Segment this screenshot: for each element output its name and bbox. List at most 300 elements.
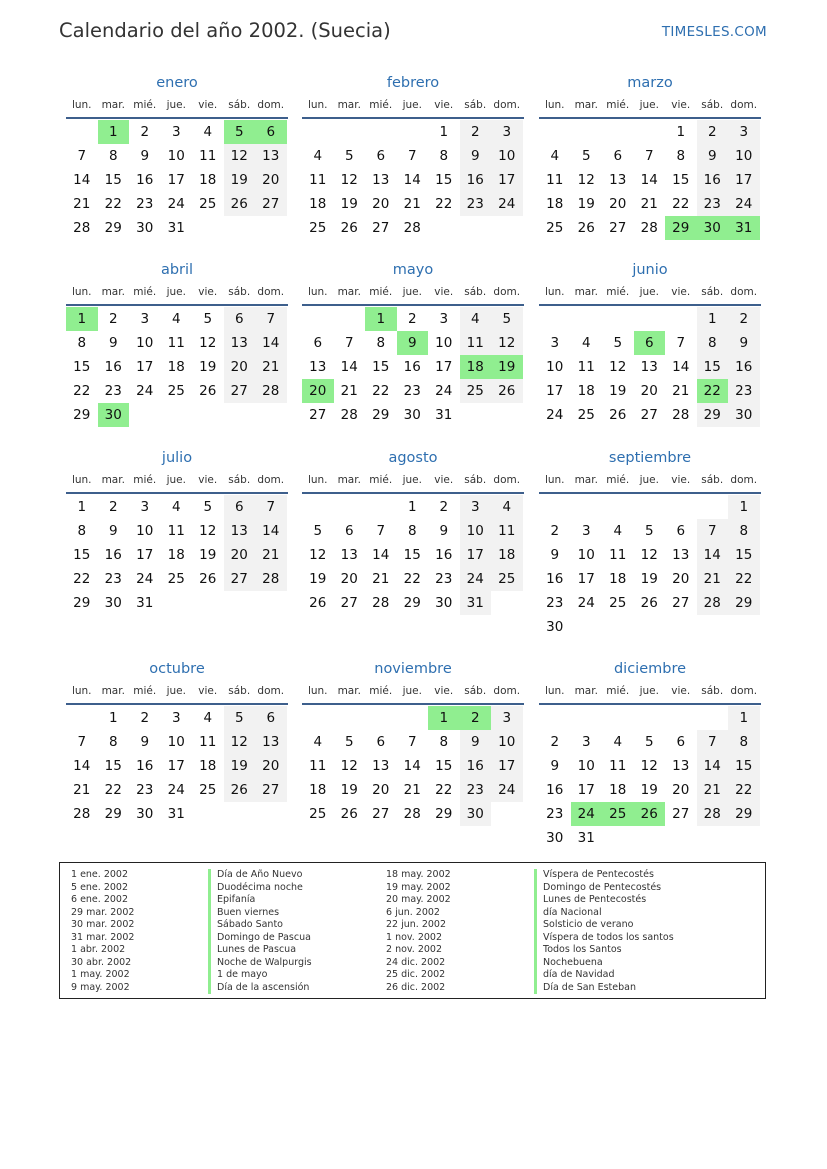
day-cell: 19 — [224, 168, 256, 192]
day-cell: 27 — [372, 806, 390, 822]
month-name: enero — [156, 75, 198, 91]
day-cell: 11 — [609, 758, 627, 774]
day-cell: 28 — [255, 567, 287, 591]
month-name: julio — [161, 450, 193, 466]
day-cell: 22 — [697, 379, 729, 403]
empty-cell — [365, 120, 397, 144]
day-cell: 9 — [460, 144, 492, 168]
holiday-name: Sábado Santo — [208, 919, 312, 932]
week-row — [66, 519, 288, 543]
day-cell: 29 — [73, 595, 91, 611]
day-cell: 7 — [77, 734, 87, 750]
weekday-label: jue. — [166, 99, 186, 111]
day-cell: 9 — [460, 730, 492, 754]
day-cell: 22 — [104, 782, 122, 798]
day-cell: 21 — [73, 782, 91, 798]
holiday-date: 1 may. 2002 — [71, 969, 130, 980]
weekday-label: mar. — [574, 685, 598, 697]
day-cell: 28 — [255, 379, 287, 403]
weekday-header — [302, 281, 524, 306]
day-cell: 26 — [224, 778, 256, 802]
day-cell: 22 — [435, 196, 453, 212]
day-cell: 4 — [203, 710, 213, 726]
day-cell: 17 — [491, 168, 523, 192]
empty-cell — [697, 826, 729, 850]
weekday-label: mar. — [574, 474, 598, 486]
day-cell: 19 — [199, 359, 217, 375]
week-row — [66, 706, 288, 730]
day-cell: 8 — [439, 148, 449, 164]
day-cell: 19 — [340, 196, 358, 212]
day-cell: 11 — [546, 172, 564, 188]
day-cell: 17 — [577, 571, 595, 587]
day-cell: 18 — [199, 758, 217, 774]
day-cell: 25 — [309, 806, 327, 822]
brand-link[interactable]: TIMESLES.COM — [661, 24, 767, 40]
day-cell: 3 — [550, 335, 560, 351]
weekday-header — [66, 469, 288, 494]
day-cell: 3 — [140, 311, 150, 327]
day-cell: 6 — [344, 523, 354, 539]
day-cell: 31 — [435, 407, 453, 423]
empty-cell — [602, 120, 634, 144]
day-cell: 6 — [224, 307, 256, 331]
day-cell: 7 — [77, 148, 87, 164]
empty-cell — [66, 706, 98, 730]
day-cell: 18 — [546, 196, 564, 212]
day-cell: 25 — [460, 379, 492, 403]
legend-names-left — [208, 869, 312, 994]
weekday-label: mar. — [337, 685, 361, 697]
empty-cell — [161, 591, 193, 615]
day-cell: 8 — [676, 148, 686, 164]
day-cell: 9 — [697, 144, 729, 168]
day-cell: 22 — [372, 383, 390, 399]
month-julio — [66, 447, 288, 615]
empty-cell — [539, 706, 571, 730]
day-cell: 16 — [136, 172, 154, 188]
day-cell: 30 — [546, 619, 564, 635]
day-cell: 10 — [460, 519, 492, 543]
week-row — [539, 615, 761, 639]
day-cell: 15 — [728, 543, 760, 567]
weekday-label: vie. — [434, 286, 454, 298]
day-cell: 15 — [73, 547, 91, 563]
day-cell: 15 — [73, 359, 91, 375]
week-row — [66, 120, 288, 144]
holiday-name: Solsticio de verano — [534, 919, 674, 932]
weekday-label: mié. — [133, 99, 157, 111]
day-cell: 5 — [644, 734, 654, 750]
empty-cell — [192, 802, 224, 826]
month-diciembre — [539, 658, 761, 850]
weekday-label: sáb. — [701, 685, 724, 697]
week-row — [539, 403, 761, 427]
week-row — [302, 144, 524, 168]
day-cell: 11 — [199, 734, 217, 750]
empty-cell — [697, 615, 729, 639]
day-cell: 25 — [167, 571, 185, 587]
holiday-name: Día de Año Nuevo — [208, 869, 312, 882]
month-name: abril — [160, 262, 194, 278]
day-cell: 2 — [439, 499, 449, 515]
day-cell: 4 — [313, 734, 323, 750]
day-cell: 22 — [403, 571, 421, 587]
empty-cell — [224, 591, 256, 615]
weekday-header — [66, 680, 288, 705]
empty-cell — [302, 120, 334, 144]
month-name: octubre — [149, 661, 205, 677]
day-cell: 13 — [372, 758, 390, 774]
weekday-label: lun. — [307, 474, 328, 486]
holiday-date: 30 abr. 2002 — [71, 956, 132, 968]
empty-cell — [539, 120, 571, 144]
holiday-date: 26 dic. 2002 — [386, 981, 446, 993]
empty-cell — [192, 403, 224, 427]
weekday-label: sáb. — [228, 474, 251, 486]
day-cell: 4 — [313, 148, 323, 164]
day-cell: 3 — [171, 124, 181, 140]
day-cell: 28 — [697, 802, 729, 826]
month-name: mayo — [392, 262, 434, 278]
day-cell: 28 — [403, 220, 421, 236]
holiday-name: Lunes de Pentecostés — [534, 894, 674, 907]
day-cell: 14 — [255, 331, 287, 355]
weekday-label: dom. — [493, 286, 521, 298]
day-cell: 15 — [672, 172, 690, 188]
weekday-label: lun. — [544, 99, 565, 111]
day-cell: 20 — [372, 196, 390, 212]
weekday-label: mié. — [606, 685, 630, 697]
day-cell: 27 — [640, 407, 658, 423]
week-row — [302, 754, 524, 778]
week-row — [539, 168, 761, 192]
weekday-label: vie. — [198, 286, 218, 298]
day-cell: 16 — [104, 547, 122, 563]
weekday-label: mar. — [101, 474, 125, 486]
day-cell: 3 — [439, 311, 449, 327]
empty-cell — [634, 120, 666, 144]
day-cell: 15 — [697, 355, 729, 379]
day-cell: 11 — [609, 547, 627, 563]
day-cell: 6 — [224, 495, 256, 519]
day-cell: 31 — [167, 806, 185, 822]
day-cell: 26 — [640, 595, 658, 611]
day-cell: 18 — [460, 355, 492, 379]
day-cell: 3 — [140, 499, 150, 515]
day-cell: 21 — [255, 543, 287, 567]
weekday-label: sáb. — [228, 99, 251, 111]
day-cell: 16 — [697, 168, 729, 192]
day-cell: 14 — [372, 547, 390, 563]
day-cell: 16 — [460, 168, 492, 192]
month-febrero — [302, 72, 524, 240]
empty-cell — [491, 591, 523, 615]
day-cell: 17 — [546, 383, 564, 399]
day-cell: 7 — [255, 307, 287, 331]
holiday-date: 24 dic. 2002 — [386, 956, 446, 968]
day-cell: 3 — [460, 495, 492, 519]
weekday-label: vie. — [671, 99, 691, 111]
day-cell: 22 — [728, 778, 760, 802]
day-cell: 24 — [435, 383, 453, 399]
day-cell: 3 — [171, 710, 181, 726]
day-cell: 11 — [199, 148, 217, 164]
weekday-label: mar. — [574, 286, 598, 298]
holiday-date: 30 mar. 2002 — [71, 919, 135, 930]
day-cell: 10 — [577, 547, 595, 563]
day-cell: 20 — [255, 168, 287, 192]
empty-cell — [224, 216, 256, 240]
month-name: junio — [632, 262, 668, 278]
day-cell: 13 — [255, 730, 287, 754]
weekday-label: dom. — [257, 474, 285, 486]
empty-cell — [66, 120, 98, 144]
holiday-date: 1 nov. 2002 — [386, 931, 442, 943]
day-cell: 4 — [203, 124, 213, 140]
week-row — [539, 543, 761, 567]
day-cell: 11 — [491, 519, 523, 543]
week-row — [66, 730, 288, 754]
day-cell: 6 — [634, 331, 666, 355]
week-row — [539, 307, 761, 331]
day-cell: 8 — [376, 335, 386, 351]
day-cell: 19 — [640, 571, 658, 587]
weekday-header — [539, 281, 761, 306]
holiday-name: Víspera de Pentecostés — [534, 869, 674, 882]
day-cell: 14 — [403, 758, 421, 774]
day-cell: 18 — [609, 782, 627, 798]
empty-cell — [728, 615, 760, 639]
day-cell: 23 — [403, 383, 421, 399]
week-row — [302, 403, 524, 427]
day-cell: 17 — [491, 754, 523, 778]
day-cell: 16 — [546, 571, 564, 587]
day-cell: 8 — [77, 523, 87, 539]
week-row — [66, 379, 288, 403]
day-cell: 6 — [676, 734, 686, 750]
day-cell: 14 — [73, 172, 91, 188]
month-septiembre — [539, 447, 761, 639]
weekday-label: jue. — [166, 474, 186, 486]
empty-cell — [224, 802, 256, 826]
day-cell: 21 — [403, 196, 421, 212]
day-cell: 31 — [728, 216, 760, 240]
day-cell: 9 — [439, 523, 449, 539]
day-cell: 26 — [609, 407, 627, 423]
day-cell: 23 — [546, 806, 564, 822]
day-cell: 6 — [676, 523, 686, 539]
legend-dates-left — [71, 869, 134, 994]
day-cell: 9 — [550, 547, 560, 563]
day-cell: 28 — [73, 806, 91, 822]
week-row — [66, 216, 288, 240]
day-cell: 20 — [640, 383, 658, 399]
weekday-label: lun. — [71, 474, 92, 486]
day-cell: 19 — [309, 571, 327, 587]
week-row — [66, 495, 288, 519]
day-cell: 30 — [104, 595, 122, 611]
day-cell: 5 — [491, 307, 523, 331]
day-cell: 5 — [313, 523, 323, 539]
day-cell: 8 — [108, 734, 118, 750]
week-row — [302, 331, 524, 355]
day-cell: 24 — [491, 192, 523, 216]
day-cell: 22 — [435, 782, 453, 798]
empty-cell — [665, 826, 697, 850]
day-cell: 29 — [697, 403, 729, 427]
empty-cell — [334, 495, 366, 519]
month-name: septiembre — [608, 450, 692, 466]
week-row — [66, 754, 288, 778]
day-cell: 29 — [104, 220, 122, 236]
day-cell: 28 — [73, 220, 91, 236]
day-cell: 2 — [697, 120, 729, 144]
day-cell: 28 — [697, 591, 729, 615]
day-cell: 8 — [728, 519, 760, 543]
holiday-name: Buen viernes — [208, 907, 312, 920]
weekday-label: lun. — [307, 99, 328, 111]
weekday-label: mié. — [369, 99, 393, 111]
day-cell: 5 — [224, 706, 256, 730]
week-row — [66, 144, 288, 168]
day-cell: 25 — [199, 782, 217, 798]
weekday-header — [302, 469, 524, 494]
weekday-label: mar. — [337, 286, 361, 298]
empty-cell — [665, 615, 697, 639]
day-cell: 14 — [255, 519, 287, 543]
day-cell: 19 — [491, 355, 523, 379]
empty-cell — [571, 120, 603, 144]
week-row — [302, 307, 524, 331]
weekday-label: mar. — [101, 286, 125, 298]
day-cell: 7 — [376, 523, 386, 539]
day-cell: 1 — [407, 499, 417, 515]
weekday-label: jue. — [639, 474, 659, 486]
day-cell: 1 — [697, 307, 729, 331]
day-cell: 4 — [171, 311, 181, 327]
weekday-label: mié. — [369, 474, 393, 486]
day-cell: 1 — [66, 307, 98, 331]
month-marzo — [539, 72, 761, 240]
week-row — [302, 706, 524, 730]
holiday-name: 1 de mayo — [208, 969, 312, 982]
day-cell: 18 — [491, 543, 523, 567]
day-cell: 1 — [108, 710, 118, 726]
week-row — [539, 379, 761, 403]
day-cell: 24 — [167, 782, 185, 798]
day-cell: 2 — [140, 710, 150, 726]
week-row — [302, 519, 524, 543]
day-cell: 22 — [672, 196, 690, 212]
day-cell: 23 — [460, 192, 492, 216]
week-row — [539, 120, 761, 144]
day-cell: 12 — [577, 172, 595, 188]
day-cell: 1 — [439, 124, 449, 140]
week-row — [302, 802, 524, 826]
day-cell: 18 — [309, 782, 327, 798]
day-cell: 18 — [309, 196, 327, 212]
holiday-name: Todos los Santos — [534, 944, 674, 957]
week-row — [302, 216, 524, 240]
day-cell: 2 — [728, 307, 760, 331]
day-cell: 2 — [407, 311, 417, 327]
day-cell: 11 — [167, 523, 185, 539]
day-cell: 19 — [577, 196, 595, 212]
day-cell: 12 — [640, 758, 658, 774]
month-octubre — [66, 658, 288, 826]
day-cell: 24 — [136, 383, 154, 399]
day-cell: 6 — [376, 148, 386, 164]
empty-cell — [539, 307, 571, 331]
week-row — [539, 192, 761, 216]
empty-cell — [665, 706, 697, 730]
day-cell: 16 — [104, 359, 122, 375]
weekday-label: sáb. — [228, 286, 251, 298]
holiday-name: día Nacional — [534, 907, 674, 920]
day-cell: 25 — [309, 220, 327, 236]
day-cell: 17 — [460, 543, 492, 567]
day-cell: 17 — [728, 168, 760, 192]
day-cell: 6 — [376, 734, 386, 750]
week-row — [302, 168, 524, 192]
day-cell: 25 — [577, 407, 595, 423]
day-cell: 19 — [640, 782, 658, 798]
holiday-name: Día de San Esteban — [534, 982, 674, 995]
day-cell: 7 — [255, 495, 287, 519]
day-cell: 12 — [309, 547, 327, 563]
day-cell: 14 — [640, 172, 658, 188]
day-cell: 5 — [224, 120, 256, 144]
day-cell: 10 — [491, 144, 523, 168]
day-cell: 26 — [309, 595, 327, 611]
empty-cell — [634, 615, 666, 639]
day-cell: 16 — [546, 782, 564, 798]
day-cell: 21 — [640, 196, 658, 212]
day-cell: 13 — [672, 547, 690, 563]
day-cell: 1 — [676, 124, 686, 140]
day-cell: 25 — [546, 220, 564, 236]
empty-cell — [397, 706, 429, 730]
day-cell: 17 — [136, 359, 154, 375]
day-cell: 19 — [224, 754, 256, 778]
day-cell: 12 — [224, 730, 256, 754]
day-cell: 13 — [255, 144, 287, 168]
day-cell: 5 — [203, 311, 213, 327]
day-cell: 8 — [108, 148, 118, 164]
day-cell: 4 — [581, 335, 591, 351]
day-cell: 10 — [491, 730, 523, 754]
day-cell: 19 — [199, 547, 217, 563]
holiday-name: Domingo de Pascua — [208, 932, 312, 945]
day-cell: 3 — [491, 120, 523, 144]
day-cell: 30 — [728, 403, 760, 427]
day-cell: 15 — [104, 758, 122, 774]
holiday-date: 1 abr. 2002 — [71, 944, 126, 955]
month-junio — [539, 259, 761, 427]
weekday-label: sáb. — [701, 474, 724, 486]
day-cell: 29 — [372, 407, 390, 423]
week-row — [539, 495, 761, 519]
day-cell: 24 — [577, 595, 595, 611]
day-cell: 2 — [460, 706, 492, 730]
day-cell: 25 — [199, 196, 217, 212]
day-cell: 5 — [203, 499, 213, 515]
weekday-header — [66, 281, 288, 306]
empty-cell — [255, 216, 287, 240]
month-mayo — [302, 259, 524, 427]
day-cell: 2 — [108, 499, 118, 515]
